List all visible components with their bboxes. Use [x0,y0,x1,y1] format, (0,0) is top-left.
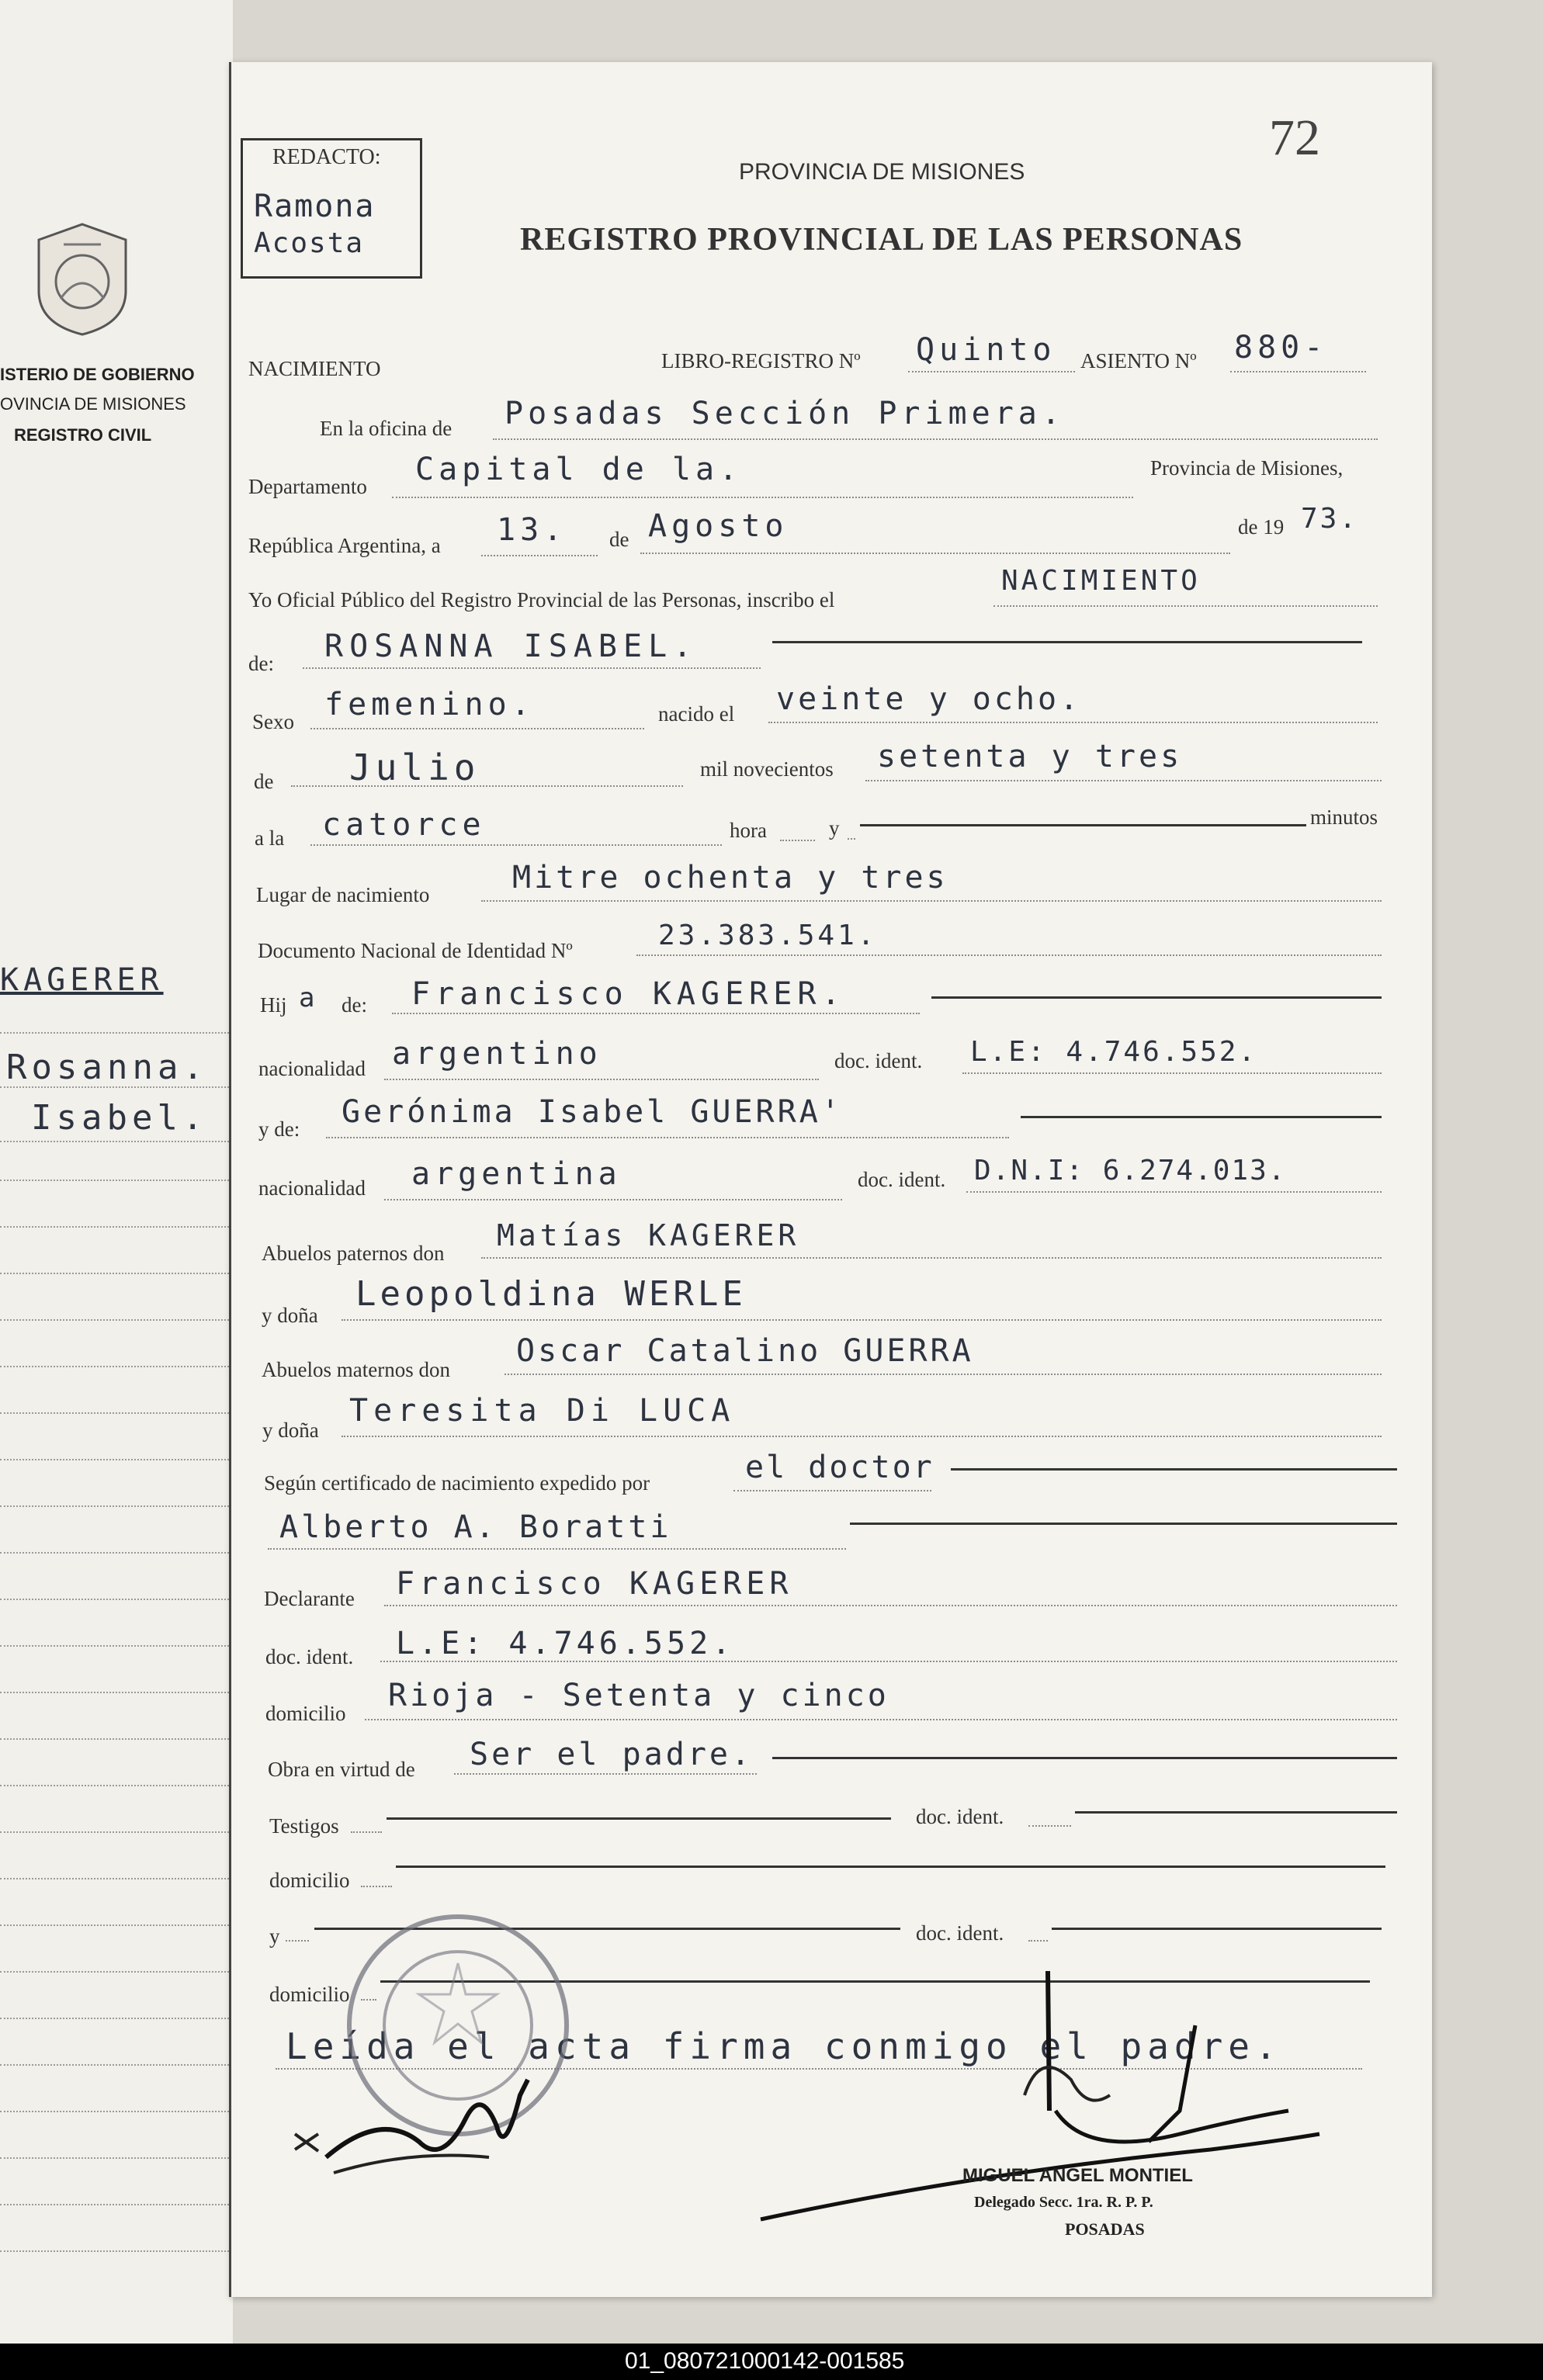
lugar-value: Mitre ochenta y tres [512,860,948,896]
abuelos-p-label: Abuelos paternos don [262,1242,445,1265]
nacimiento-label: NACIMIENTO [248,357,381,380]
libro-value: Quinto [916,332,1056,368]
nac1-label: nacionalidad [258,1057,366,1080]
year-label: de 19 [1238,515,1285,539]
libro-label: LIBRO-REGISTRO Nº [661,349,861,372]
docident1-label: doc. ident. [834,1049,923,1072]
lugar-label: Lugar de nacimiento [256,883,430,906]
birth-month-value: Julio [349,747,480,788]
ala-label: a la [255,826,285,850]
y-label: y [829,816,840,840]
obra-value: Ser el padre. [470,1737,754,1772]
obra-label: Obra en virtud de [268,1758,415,1781]
oficial-label: Yo Oficial Público del Registro Provincial de las Personas, inscribo el [248,588,835,611]
abuelos-p-value: Matías KAGERER [497,1218,800,1252]
docident4-label: doc. ident. [916,1805,1004,1828]
segun-label: Según certificado de nacimiento expedido por [264,1471,650,1495]
oficina-label: En la oficina de [320,417,452,440]
mil-label: mil novecientos [700,757,834,781]
ministry-line-1: ISTERIO DE GOBIERNO [0,365,195,384]
official-role: Delegado Secc. 1ra. R. P. P. [974,2194,1153,2211]
yde-label: y de: [258,1117,300,1141]
official-signature [745,1956,1351,2235]
coat-of-arms-seal [33,221,132,338]
doctor-value: Alberto A. Boratti [279,1509,672,1545]
docident5-label: doc. ident. [916,1921,1004,1945]
redacto-name-1: Ramona [254,189,376,224]
abuelos-m-value: Oscar Catalino GUERRA [516,1333,974,1369]
father-value: Francisco KAGERER. [411,976,846,1012]
docident3-value: L.E: 4.746.552. [396,1626,735,1661]
ministry-line-2: OVINCIA DE MISIONES [0,394,186,414]
province-header: PROVINCIA DE MISIONES [739,159,1025,185]
oficina-value: Posadas Sección Primera. [505,396,1065,431]
domicilio3-label: domicilio [269,1983,350,2006]
domicilio1-value: Rioja - Setenta y cinco [388,1678,889,1713]
nac1-value: argentino [392,1036,602,1072]
declarante-value: Francisco KAGERER [396,1566,793,1602]
ydona2-value: Teresita Di LUCA [349,1393,736,1429]
birth-year-value: setenta y tres [877,739,1183,774]
nacido-value: veinte y ocho. [776,681,1082,717]
nac2-value: argentina [411,1156,622,1192]
hora-value: catorce [322,807,486,843]
declarante-label: Declarante [264,1587,355,1610]
de3-label: de [254,770,274,793]
child-name-value: ROSANNA ISABEL. [324,629,699,664]
testigos-label: Testigos [269,1814,339,1838]
mother-value: Gerónima Isabel GUERRA' [342,1094,843,1130]
month-value: Agosto [648,508,789,544]
hijo-de-label: de: [342,993,367,1017]
ydona1-value: Leopoldina WERLE [355,1274,747,1314]
ydona1-label: y doña [262,1304,318,1327]
docident1-value: L.E: 4.746.552. [970,1036,1258,1068]
page-number: 72 [1269,109,1320,166]
margin-rule [229,62,231,2297]
image-id-caption: 01_080721000142-001585 [625,2348,905,2374]
nac2-label: nacionalidad [258,1176,366,1200]
ydona2-label: y doña [262,1419,319,1442]
departamento-value: Capital de la. [415,452,743,487]
closing-statement: Leída el acta firma conmigo el padre. [286,2025,1282,2067]
sexo-value: femenino. [324,687,535,722]
hijo-label: Hij [260,993,287,1017]
hijo-suffix: a [299,982,320,1013]
redacto-box [241,138,422,279]
departamento-label: Departamento [248,475,367,498]
day-value: 13. [497,512,567,548]
nacido-label: nacido el [658,702,735,726]
domicilio1-label: domicilio [265,1702,346,1725]
asiento-label: ASIENTO Nº [1080,349,1197,372]
official-name: MIGUEL ANGEL MONTIEL [962,2165,1193,2186]
domicilio2-label: domicilio [269,1869,350,1892]
margin-given-name-2: Isabel. [31,1098,208,1138]
redacto-name-2: Acosta [254,227,365,259]
y2-label: y [269,1924,280,1948]
ministry-line-3: REGISTRO CIVIL [14,425,152,445]
abuelos-m-label: Abuelos maternos don [262,1358,450,1381]
redacto-label: REDACTO: [272,145,381,169]
segun-value: el doctor [745,1450,934,1485]
de2-label: de: [248,652,274,675]
left-signature [287,2064,567,2196]
dni-value: 23.383.541. [658,920,878,951]
minutos-label: minutos [1310,805,1378,829]
registry-title: REGISTRO PROVINCIAL DE LAS PERSONAS [520,222,1243,258]
hora-label: hora [730,819,767,842]
official-city: POSADAS [1065,2219,1145,2239]
de-label: de [609,528,629,551]
provincia-label: Provincia de Misiones, [1150,456,1344,480]
dni-label: Documento Nacional de Identidad Nº [258,939,573,962]
docident2-value: D.N.I: 6.274.013. [974,1155,1287,1187]
year-value: 73. [1301,503,1359,535]
margin-surname: KAGERER [0,962,164,998]
docident2-label: doc. ident. [858,1168,946,1191]
docident3-label: doc. ident. [265,1645,354,1668]
republica-label: República Argentina, a [248,534,441,557]
sexo-label: Sexo [252,710,294,733]
oficial-value: NACIMIENTO [1001,565,1201,597]
left-stub-page [0,0,233,2380]
margin-given-name-1: Rosanna. [6,1048,208,1087]
asiento-value: 880- [1234,330,1328,365]
